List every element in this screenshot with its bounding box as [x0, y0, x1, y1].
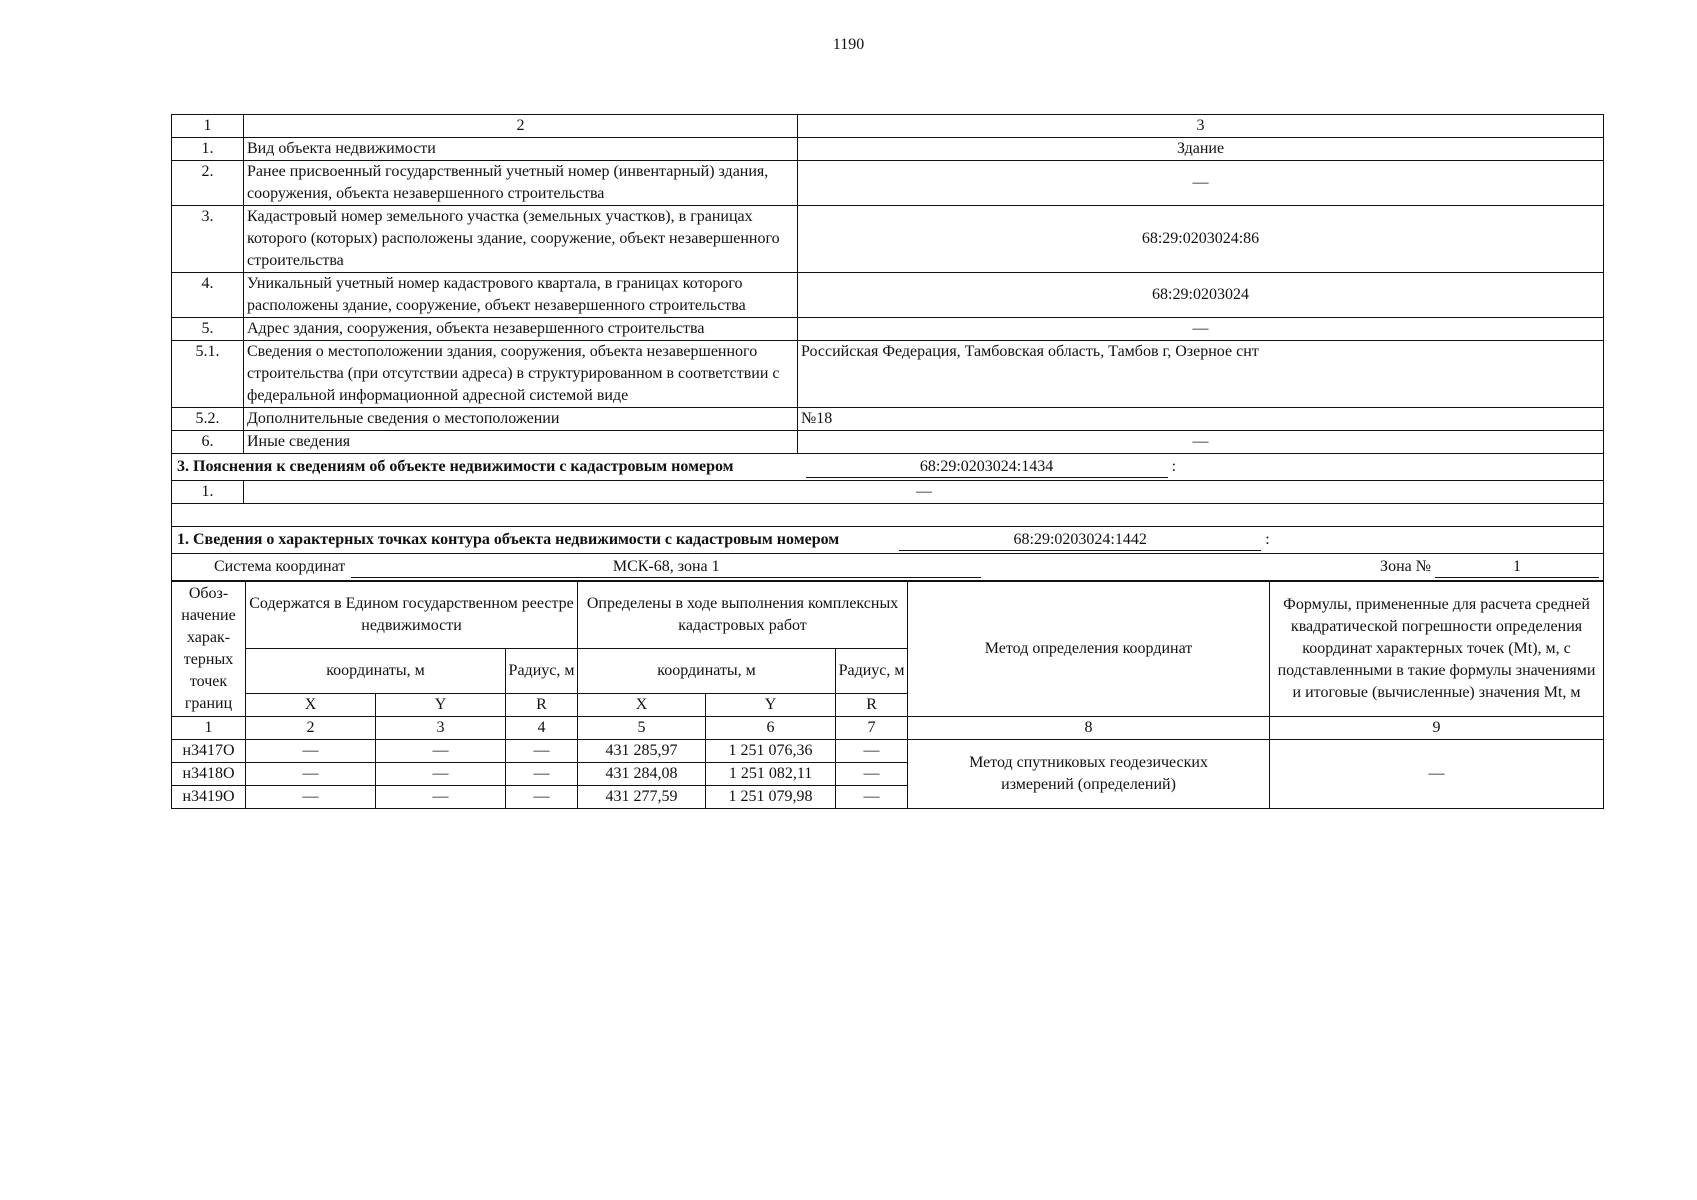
- points-section-title: 1. Сведения о характерных точках контура объекта недвижимости с кадастровым номером: [177, 531, 840, 548]
- section-3-title: 3. Пояснения к сведениям об объекте недвижимости с кадастровым номером: [177, 458, 734, 475]
- row-label: Сведения о местоположении здания, сооружения, объекта незавершенного строительства (при отсутствии адреса) в структурированном в соответствии с федеральной информационной адресной системой виде: [244, 341, 798, 408]
- table-row: [172, 161, 1604, 206]
- y-value: 1 251 076,36: [706, 740, 836, 763]
- row-value: 68:29:0203024: [798, 273, 1604, 318]
- section-divider: [172, 504, 1604, 527]
- row-number: 6.: [172, 431, 244, 454]
- col-number: 6: [706, 717, 836, 740]
- egrn-y-value: —: [376, 763, 506, 786]
- x-value: 431 285,97: [578, 740, 706, 763]
- table-row: [172, 408, 1604, 431]
- egrn-y-header: Y: [376, 694, 506, 717]
- points-suffix: :: [1265, 531, 1270, 548]
- ccw-header: Определены в ходе выполнения комплексных кадастровых работ: [578, 582, 908, 649]
- row-number: 1.: [172, 138, 244, 161]
- egrn-y-value: —: [376, 786, 506, 809]
- ccw-y-header: Y: [706, 694, 836, 717]
- col-number: 5: [578, 717, 706, 740]
- table-row: [172, 206, 1604, 273]
- document-sheet: [171, 114, 1603, 809]
- point-designation: н3418О: [172, 763, 246, 786]
- row-label: Вид объекта недвижимости: [244, 138, 798, 161]
- col-number: 3: [376, 717, 506, 740]
- points-table: [171, 581, 1604, 809]
- col-number: 8: [908, 717, 1270, 740]
- egrn-r-header: R: [506, 694, 578, 717]
- coord-system-label: Система координат: [214, 558, 346, 575]
- table-row: [172, 740, 1604, 763]
- ccw-radius-header: Радиус, м: [836, 649, 908, 694]
- point-designation: н3419О: [172, 786, 246, 809]
- col-header: 2: [244, 115, 798, 138]
- point-designation: н3417О: [172, 740, 246, 763]
- egrn-r-value: —: [506, 786, 578, 809]
- coord-system-value: МСК-68, зона 1: [351, 557, 981, 578]
- row-value: —: [798, 431, 1604, 454]
- col-number: 4: [506, 717, 578, 740]
- r-value: —: [836, 786, 908, 809]
- row-label: Дополнительные сведения о местоположении: [244, 408, 798, 431]
- designation-header: Обоз-начение харак-терных точек границ: [172, 582, 246, 717]
- points-cadastral-number: 68:29:0203024:1442: [899, 530, 1261, 551]
- egrn-x-value: —: [246, 740, 376, 763]
- method-value: Метод спутниковых геодезических измерений (определений): [908, 740, 1270, 809]
- row-number: 4.: [172, 273, 244, 318]
- column-number-row: [172, 115, 1604, 138]
- row-label: Уникальный учетный номер кадастрового квартала, в границах которого расположены здание, сооружение, объект незавершенного строительства: [244, 273, 798, 318]
- ccw-x-header: X: [578, 694, 706, 717]
- method-header: Метод определения координат: [908, 582, 1270, 717]
- x-value: 431 277,59: [578, 786, 706, 809]
- ccw-coords-header: координаты, м: [578, 649, 836, 694]
- row-value: №18: [798, 408, 1604, 431]
- row-number: 1.: [172, 481, 244, 504]
- col-number: 9: [1270, 717, 1604, 740]
- points-header-row-1: [172, 582, 1604, 649]
- row-number: 3.: [172, 206, 244, 273]
- formulas-value: —: [1270, 740, 1604, 809]
- y-value: 1 251 079,98: [706, 786, 836, 809]
- zone-value: 1: [1435, 557, 1599, 578]
- row-label: Ранее присвоенный государственный учетный номер (инвентарный) здания, сооружения, объекта незавершенного строительства: [244, 161, 798, 206]
- row-value: 68:29:0203024:86: [798, 206, 1604, 273]
- row-value: —: [244, 481, 1604, 504]
- x-value: 431 284,08: [578, 763, 706, 786]
- egrn-r-value: —: [506, 740, 578, 763]
- col-header: 3: [798, 115, 1604, 138]
- r-value: —: [836, 763, 908, 786]
- egrn-header: Содержатся в Едином государственном реестре недвижимости: [246, 582, 578, 649]
- table-row: [172, 318, 1604, 341]
- row-number: 5.2.: [172, 408, 244, 431]
- row-value: Российская Федерация, Тамбовская область, Тамбов г, Озерное снт: [798, 341, 1604, 408]
- egrn-r-value: —: [506, 763, 578, 786]
- egrn-y-value: —: [376, 740, 506, 763]
- ccw-r-header: R: [836, 694, 908, 717]
- egrn-x-value: —: [246, 763, 376, 786]
- r-value: —: [836, 740, 908, 763]
- points-column-number-row: [172, 717, 1604, 740]
- egrn-x-header: X: [246, 694, 376, 717]
- row-number: 5.: [172, 318, 244, 341]
- page-number: 1190: [832, 36, 865, 53]
- row-value: —: [798, 318, 1604, 341]
- table-row: [172, 138, 1604, 161]
- formulas-header: Формулы, примененные для расчета средней квадратической погрешности определения координат характерных точек (Mt), м, с подставленными в такие формулы значениями и итоговые (вычисленные) значения Mt, м: [1270, 582, 1604, 717]
- col-header: 1: [172, 115, 244, 138]
- table-row: [172, 341, 1604, 408]
- col-number: 2: [246, 717, 376, 740]
- y-value: 1 251 082,11: [706, 763, 836, 786]
- row-label: Адрес здания, сооружения, объекта незавершенного строительства: [244, 318, 798, 341]
- row-number: 2.: [172, 161, 244, 206]
- points-section-title-row: [172, 527, 1604, 554]
- row-label: Иные сведения: [244, 431, 798, 454]
- section-3-suffix: :: [1171, 458, 1177, 475]
- egrn-coords-header: координаты, м: [246, 649, 506, 694]
- egrn-radius-header: Радиус, м: [506, 649, 578, 694]
- egrn-x-value: —: [246, 786, 376, 809]
- row-number: 5.1.: [172, 341, 244, 408]
- table-row: [172, 273, 1604, 318]
- col-number: 7: [836, 717, 908, 740]
- row-label: Кадастровый номер земельного участка (земельных участков), в границах которого (которых) расположены здание, сооружение, объект незавершенного строительства: [244, 206, 798, 273]
- col-number: 1: [172, 717, 246, 740]
- coord-system-row: [172, 554, 1604, 581]
- section-3-cadastral-number: 68:29:0203024:1434: [806, 457, 1168, 478]
- section-3-title-row: [172, 454, 1604, 481]
- row-value: —: [798, 161, 1604, 206]
- object-attributes-table: [171, 114, 1604, 581]
- table-row: [172, 431, 1604, 454]
- row-value: Здание: [798, 138, 1604, 161]
- section-3-row: [172, 481, 1604, 504]
- zone-label: Зона №: [1380, 558, 1431, 575]
